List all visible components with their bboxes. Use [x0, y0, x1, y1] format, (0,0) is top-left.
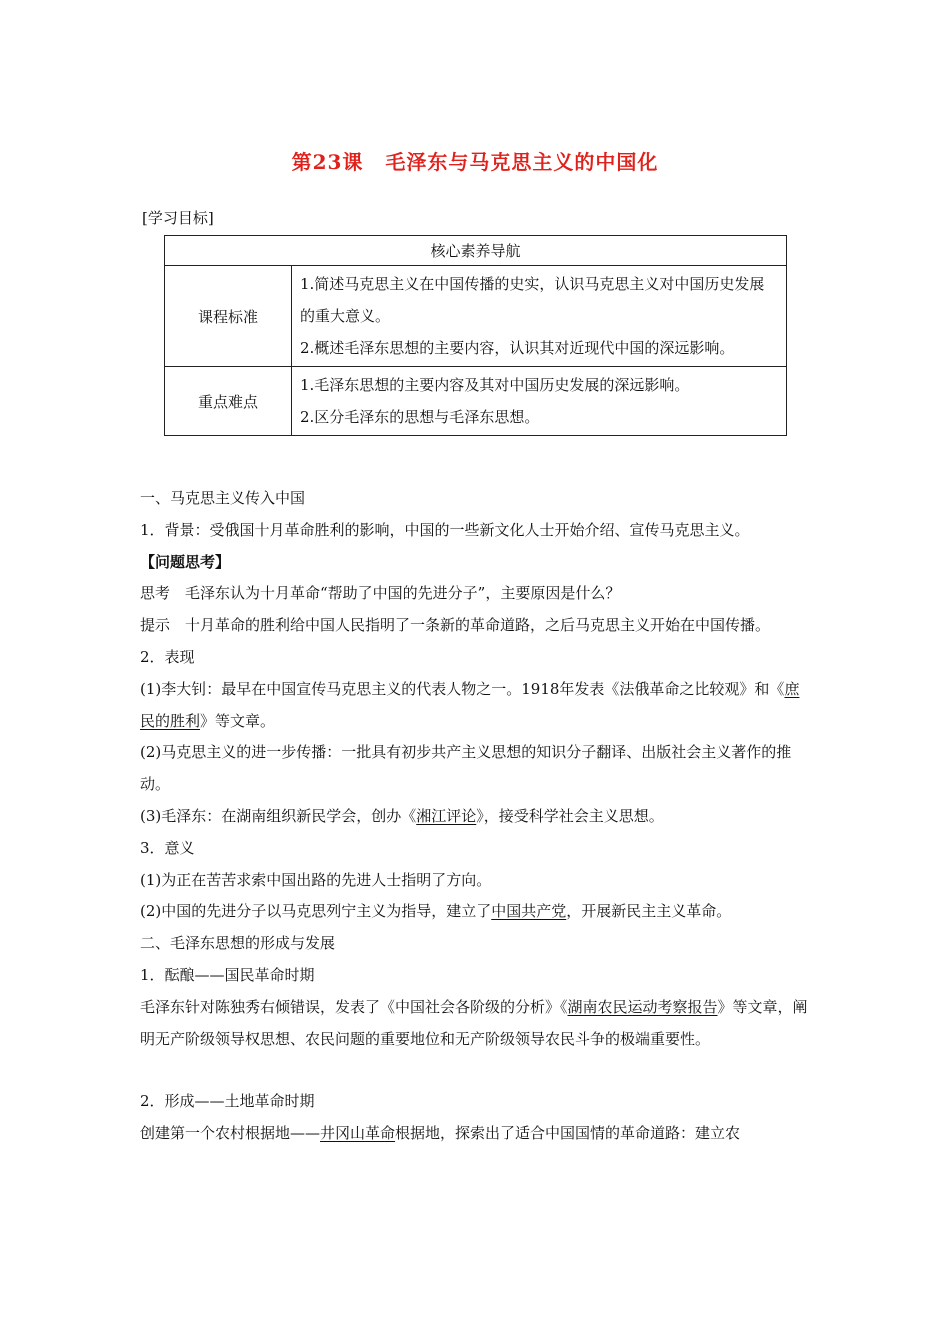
answer: 提示 十月革命的胜利给中国人民指明了一条新的革命道路，之后马克思主义开始在中国传播。	[140, 616, 771, 635]
underlined-term: 中国共产党	[491, 902, 567, 921]
paragraph	[140, 1118, 812, 1150]
subheading: 2．表现	[140, 647, 195, 666]
row-line: 2.概述毛泽东思想的主要内容，认识其对近现代中国的深远影响。	[300, 339, 735, 357]
row-line: 1.简述马克思主义在中国传播的史实，认识马克思主义对中国历史发展的重大意义。	[300, 275, 765, 325]
text: 》，接受科学社会主义思想。	[476, 806, 664, 825]
section-heading: 二、毛泽东思想的形成与发展	[140, 934, 336, 953]
paragraph	[140, 674, 812, 738]
page-title	[0, 146, 950, 175]
row-label: 课程标准	[165, 266, 292, 367]
subheading: 3．意义	[140, 838, 195, 857]
paragraph	[140, 992, 812, 1056]
text: 根据地，探索出了适合中国国情的革命道路：建立农	[395, 1124, 741, 1143]
underlined-term: 湖南农民运动考察报告	[567, 997, 718, 1016]
row-line: 2.区分毛泽东的思想与毛泽东思想。	[300, 408, 540, 426]
lesson-number: 第23课	[291, 150, 364, 174]
lesson-body	[140, 483, 812, 1150]
paragraph	[140, 801, 812, 833]
text: ，开展新民主主义革命。	[566, 902, 732, 921]
text: 》等文章。	[200, 711, 276, 730]
table-header: 核心素养导航	[165, 236, 787, 266]
text: (2)中国的先进分子以马克思列宁主义为指导，建立了	[140, 902, 492, 921]
spacer	[140, 1055, 812, 1086]
subheading: 2．形成——土地革命时期	[140, 1092, 315, 1111]
row-content	[292, 266, 787, 367]
underlined-term: 井冈山革命	[320, 1124, 396, 1143]
subheading: 1．酝酿——国民革命时期	[140, 965, 315, 984]
underlined-term: 庶民的胜利	[140, 679, 800, 730]
text: (1)李大钊：最早在中国宣传马克思主义的代表人物之一。1918年发表《法俄革命之比较观》和《	[140, 679, 785, 698]
lesson-topic: 毛泽东与马克思主义的中国化	[385, 150, 659, 174]
row-line: 1.毛泽东思想的主要内容及其对中国历史发展的深远影响。	[300, 376, 690, 394]
paragraph: (1)为正在苦苦求索中国出路的先进人士指明了方向。	[140, 870, 492, 889]
section-heading: 一、马克思主义传入中国	[140, 489, 306, 507]
paragraph: 1．背景：受俄国十月革命胜利的影响，中国的一些新文化人士开始介绍、宣传马克思主义。	[140, 520, 750, 539]
table-row	[165, 266, 787, 367]
underlined-term: 湘江评论	[416, 806, 477, 825]
question-tag: 【问题思考】	[140, 552, 231, 571]
paragraph	[140, 896, 812, 928]
core-literacy-table	[164, 235, 787, 436]
row-content	[292, 367, 787, 436]
table-row	[165, 367, 787, 436]
row-label: 重点难点	[165, 367, 292, 436]
question: 思考 毛泽东认为十月革命“帮助了中国的先进分子”，主要原因是什么？	[140, 584, 621, 603]
section-tag: [学习目标]	[142, 209, 214, 227]
text: (3)毛泽东：在湖南组织新民学会，创办《	[140, 806, 417, 825]
paragraph: (2)马克思主义的进一步传播：一批具有初步共产主义思想的知识分子翻译、出版社会主义著作的推动。	[140, 743, 792, 794]
text: 毛泽东针对陈独秀右倾错误，发表了《中国社会各阶级的分析》《	[140, 997, 568, 1016]
text: 创建第一个农村根据地——	[140, 1124, 321, 1143]
text: 》等文章，阐明无产阶级领导权思想、农民问题的重要地位和无产阶级领导农民斗争的极端重要性。	[140, 997, 808, 1048]
